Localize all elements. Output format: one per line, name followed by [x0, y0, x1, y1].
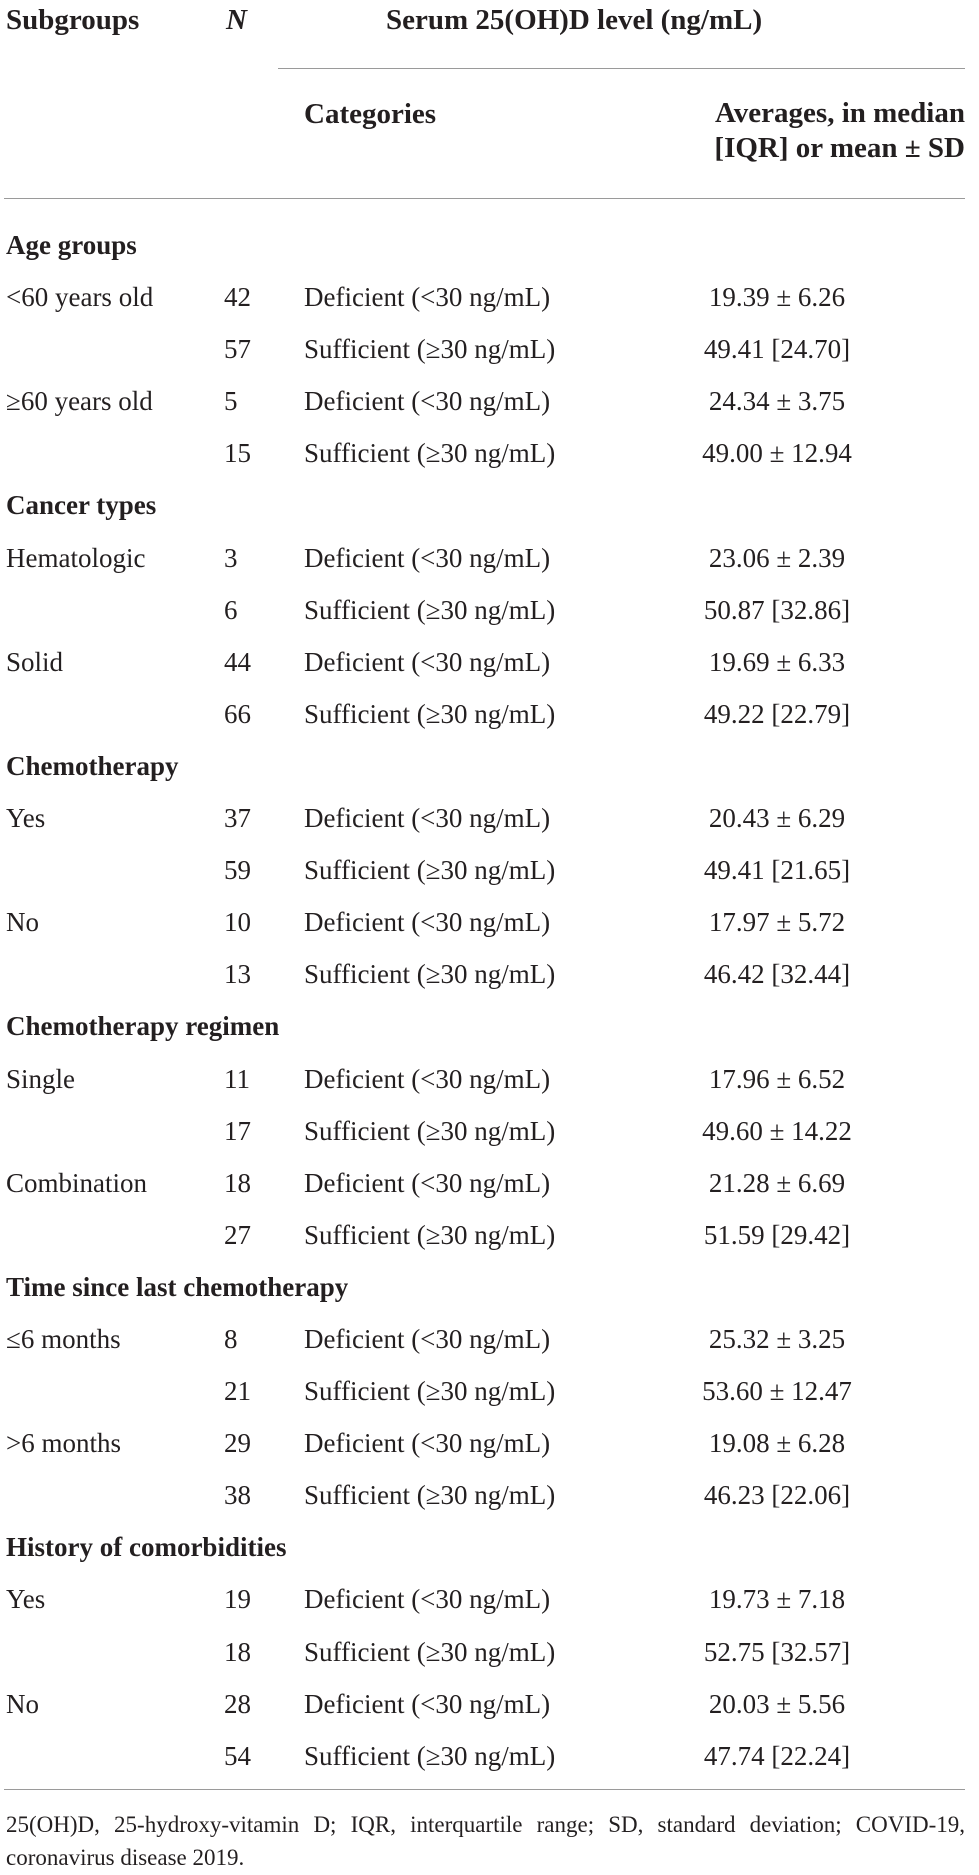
n-cell: 15	[224, 438, 251, 469]
table-row	[0, 1209, 979, 1261]
category-cell: Deficient (<30 ng/mL)	[304, 646, 551, 677]
average-cell: 47.74 [22.24]	[703, 1740, 851, 1771]
table-row	[0, 948, 979, 1000]
header-averages-line2: [IQR] or mean ± SD	[714, 132, 965, 165]
subgroup-cell: Solid	[6, 646, 64, 677]
category-cell: Deficient (<30 ng/mL)	[304, 1323, 551, 1354]
average-cell: 49.00 ± 12.94	[702, 438, 852, 469]
table-row	[0, 688, 979, 740]
subgroup-cell: Time since last chemotherapy	[6, 1271, 349, 1302]
n-cell: 44	[224, 646, 251, 677]
table-row	[0, 1573, 979, 1625]
category-cell: Sufficient (≥30 ng/mL)	[304, 1219, 556, 1250]
average-cell: 46.42 [32.44]	[703, 959, 851, 990]
category-cell: Deficient (<30 ng/mL)	[304, 803, 551, 834]
subgroup-cell: >6 months	[6, 1428, 121, 1459]
header-averages-line1: Averages, in median	[715, 97, 965, 129]
average-cell: 20.43 ± 6.29	[708, 803, 846, 834]
table-row	[0, 844, 979, 896]
header-spanner-rule	[278, 68, 965, 69]
n-cell: 19	[224, 1584, 251, 1615]
n-cell: 18	[224, 1636, 251, 1667]
group-header-row	[0, 219, 979, 271]
subgroup-cell: Chemotherapy	[6, 750, 179, 781]
group-header-row	[0, 1261, 979, 1313]
header-averages	[714, 96, 965, 167]
table-row	[0, 1365, 979, 1417]
n-cell: 59	[224, 855, 251, 886]
average-cell: 49.60 ± 14.22	[702, 1115, 852, 1146]
category-cell: Deficient (<30 ng/mL)	[304, 1167, 551, 1198]
table-row	[0, 1678, 979, 1730]
group-header-row	[0, 1521, 979, 1573]
category-cell: Sufficient (≥30 ng/mL)	[304, 438, 556, 469]
n-cell: 38	[224, 1480, 251, 1511]
n-cell: 28	[224, 1688, 251, 1719]
average-cell: 49.41 [24.70]	[703, 334, 851, 365]
n-cell: 37	[224, 803, 251, 834]
table-row	[0, 427, 979, 479]
n-cell: 10	[224, 907, 251, 938]
category-cell: Sufficient (≥30 ng/mL)	[304, 334, 556, 365]
subgroup-cell: Combination	[6, 1167, 147, 1198]
header-subgroups: Subgroups	[6, 4, 140, 36]
n-cell: 3	[224, 542, 238, 573]
table-footnote: 25(OH)D, 25-hydroxy-vitamin D; IQR, interquartile range; SD, standard deviation; COVID-19, coronavirus disease 2019.	[6, 1812, 965, 1870]
category-cell: Deficient (<30 ng/mL)	[304, 386, 551, 417]
average-cell: 19.39 ± 6.26	[708, 282, 846, 313]
n-cell: 29	[224, 1428, 251, 1459]
category-cell: Sufficient (≥30 ng/mL)	[304, 594, 556, 625]
average-cell: 46.23 [22.06]	[703, 1480, 851, 1511]
average-cell: 19.73 ± 7.18	[708, 1584, 846, 1615]
n-cell: 6	[224, 594, 238, 625]
table-row	[0, 1626, 979, 1678]
n-cell: 5	[224, 386, 238, 417]
category-cell: Deficient (<30 ng/mL)	[304, 1428, 551, 1459]
average-cell: 20.03 ± 5.56	[708, 1688, 846, 1719]
group-header-row	[0, 479, 979, 531]
category-cell: Sufficient (≥30 ng/mL)	[304, 1636, 556, 1667]
subgroup-cell: ≥60 years old	[6, 386, 153, 417]
average-cell: 19.08 ± 6.28	[708, 1428, 846, 1459]
n-cell: 11	[224, 1063, 250, 1094]
average-cell: 25.32 ± 3.25	[708, 1323, 846, 1354]
table-row	[0, 1053, 979, 1105]
table-row	[0, 532, 979, 584]
table-row	[0, 1157, 979, 1209]
group-header-row	[0, 1000, 979, 1052]
category-cell: Sufficient (≥30 ng/mL)	[304, 1376, 556, 1407]
header-n: N	[226, 4, 247, 36]
category-cell: Sufficient (≥30 ng/mL)	[304, 855, 556, 886]
average-cell: 19.69 ± 6.33	[708, 646, 846, 677]
average-cell: 50.87 [32.86]	[703, 594, 851, 625]
header-serum-level: Serum 25(OH)D level (ng/mL)	[386, 4, 763, 36]
subgroup-cell: Yes	[6, 1584, 46, 1615]
subgroup-cell: <60 years old	[6, 282, 154, 313]
subgroup-cell: No	[6, 1688, 39, 1719]
average-cell: 52.75 [32.57]	[703, 1636, 851, 1667]
subgroup-cell: Chemotherapy regimen	[6, 1011, 280, 1042]
table-body	[0, 219, 979, 1782]
n-cell: 8	[224, 1323, 238, 1354]
table-row	[0, 1730, 979, 1782]
n-cell: 17	[224, 1115, 251, 1146]
table-row	[0, 323, 979, 375]
table-row	[0, 636, 979, 688]
n-cell: 54	[224, 1740, 251, 1771]
average-cell: 53.60 ± 12.47	[702, 1376, 852, 1407]
average-cell: 49.41 [21.65]	[703, 855, 851, 886]
table-row	[0, 792, 979, 844]
subgroup-cell: History of comorbidities	[6, 1532, 287, 1563]
table-row	[0, 1417, 979, 1469]
table-row	[0, 1313, 979, 1365]
header-bottom-rule	[4, 198, 965, 199]
group-header-row	[0, 740, 979, 792]
subgroup-cell: ≤6 months	[6, 1323, 121, 1354]
header-categories: Categories	[304, 98, 437, 130]
subgroup-cell: Yes	[6, 803, 46, 834]
subgroup-cell: Hematologic	[6, 542, 146, 573]
n-cell: 21	[224, 1376, 251, 1407]
average-cell: 23.06 ± 2.39	[708, 542, 846, 573]
category-cell: Sufficient (≥30 ng/mL)	[304, 959, 556, 990]
average-cell: 49.22 [22.79]	[703, 698, 851, 729]
category-cell: Sufficient (≥30 ng/mL)	[304, 1740, 556, 1771]
category-cell: Deficient (<30 ng/mL)	[304, 282, 551, 313]
subgroup-cell: Age groups	[6, 230, 137, 260]
subgroup-cell: Cancer types	[6, 490, 157, 521]
n-cell: 27	[224, 1219, 251, 1250]
category-cell: Deficient (<30 ng/mL)	[304, 1063, 551, 1094]
n-cell: 42	[224, 282, 251, 313]
average-cell: 24.34 ± 3.75	[708, 386, 846, 417]
average-cell: 17.96 ± 6.52	[708, 1063, 846, 1094]
n-cell: 66	[224, 698, 251, 729]
category-cell: Deficient (<30 ng/mL)	[304, 542, 551, 573]
subgroup-cell: Single	[6, 1063, 76, 1094]
category-cell: Deficient (<30 ng/mL)	[304, 1688, 551, 1719]
category-cell: Sufficient (≥30 ng/mL)	[304, 698, 556, 729]
table-row	[0, 1469, 979, 1521]
n-cell: 18	[224, 1167, 251, 1198]
table-row	[0, 375, 979, 427]
category-cell: Deficient (<30 ng/mL)	[304, 907, 551, 938]
category-cell: Sufficient (≥30 ng/mL)	[304, 1480, 556, 1511]
table-row	[0, 584, 979, 636]
subgroup-cell: No	[6, 907, 39, 938]
average-cell: 21.28 ± 6.69	[708, 1167, 846, 1198]
table-row	[0, 1105, 979, 1157]
n-cell: 57	[224, 334, 251, 365]
table-bottom-rule	[4, 1789, 965, 1790]
table-row	[0, 896, 979, 948]
table-row	[0, 271, 979, 323]
category-cell: Deficient (<30 ng/mL)	[304, 1584, 551, 1615]
category-cell: Sufficient (≥30 ng/mL)	[304, 1115, 556, 1146]
n-cell: 13	[224, 959, 251, 990]
average-cell: 17.97 ± 5.72	[708, 907, 846, 938]
average-cell: 51.59 [29.42]	[703, 1219, 851, 1250]
